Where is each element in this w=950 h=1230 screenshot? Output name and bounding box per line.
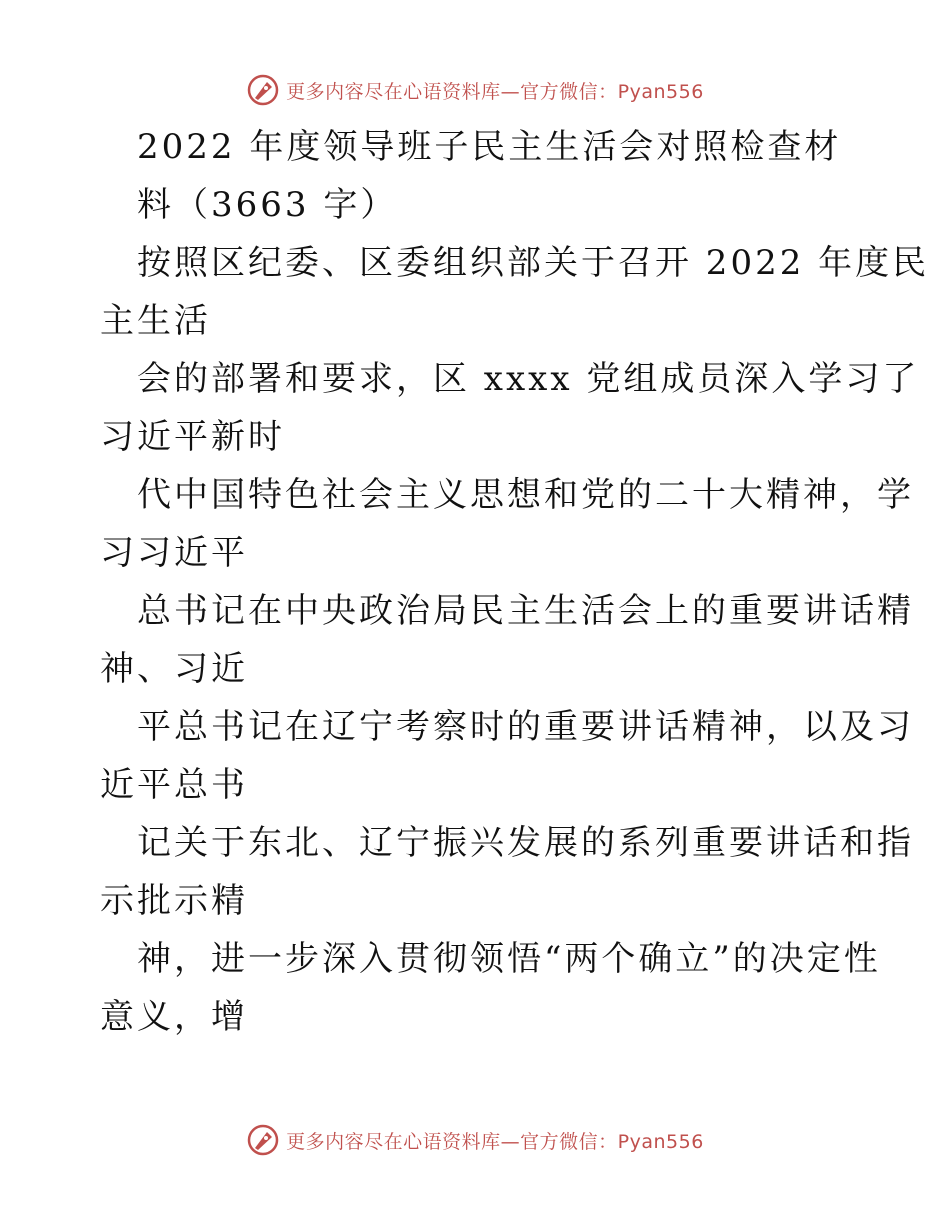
paragraph-line: 按照区纪委、区委组织部关于召开 2022 年度民 (137, 243, 930, 283)
title-line-1: 2022 年度领导班子民主生活会对照检查材 (137, 127, 842, 167)
pen-nib-logo-icon (246, 73, 280, 107)
title-line-2: 料（3663 字） (137, 185, 398, 225)
paragraph-line: 代中国特色社会主义思想和党的二十大精神，学 (137, 475, 914, 515)
paragraph-line: 神、习近 (100, 649, 248, 689)
pen-nib-logo-icon (246, 1123, 280, 1157)
paragraph-line: 意义，增 (100, 997, 248, 1037)
paragraph-line: 习习近平 (100, 533, 248, 573)
paragraph-line: 主生活 (100, 301, 211, 341)
paragraph-line: 会的部署和要求，区 xxxx 党组成员深入学习了 (137, 359, 920, 399)
paragraph-line: 近平总书 (100, 765, 248, 805)
document-body (100, 118, 930, 1046)
footer-banner (0, 1120, 950, 1160)
paragraph-line: 习近平新时 (100, 417, 285, 457)
footer-banner-text: 更多内容尽在心语资料库—官方微信：Pyan556 (286, 1130, 704, 1153)
paragraph-line: 神，进一步深入贯彻领悟“两个确立”的决定性 (137, 939, 881, 979)
paragraph-line: 平总书记在辽宁考察时的重要讲话精神，以及习 (137, 707, 914, 747)
header-banner (0, 70, 950, 110)
paragraph-line: 记关于东北、辽宁振兴发展的系列重要讲话和指 (137, 823, 914, 863)
paragraph-line: 示批示精 (100, 881, 248, 921)
header-banner-text: 更多内容尽在心语资料库—官方微信：Pyan556 (286, 80, 704, 103)
paragraph-line: 总书记在中央政治局民主生活会上的重要讲话精 (137, 591, 914, 631)
